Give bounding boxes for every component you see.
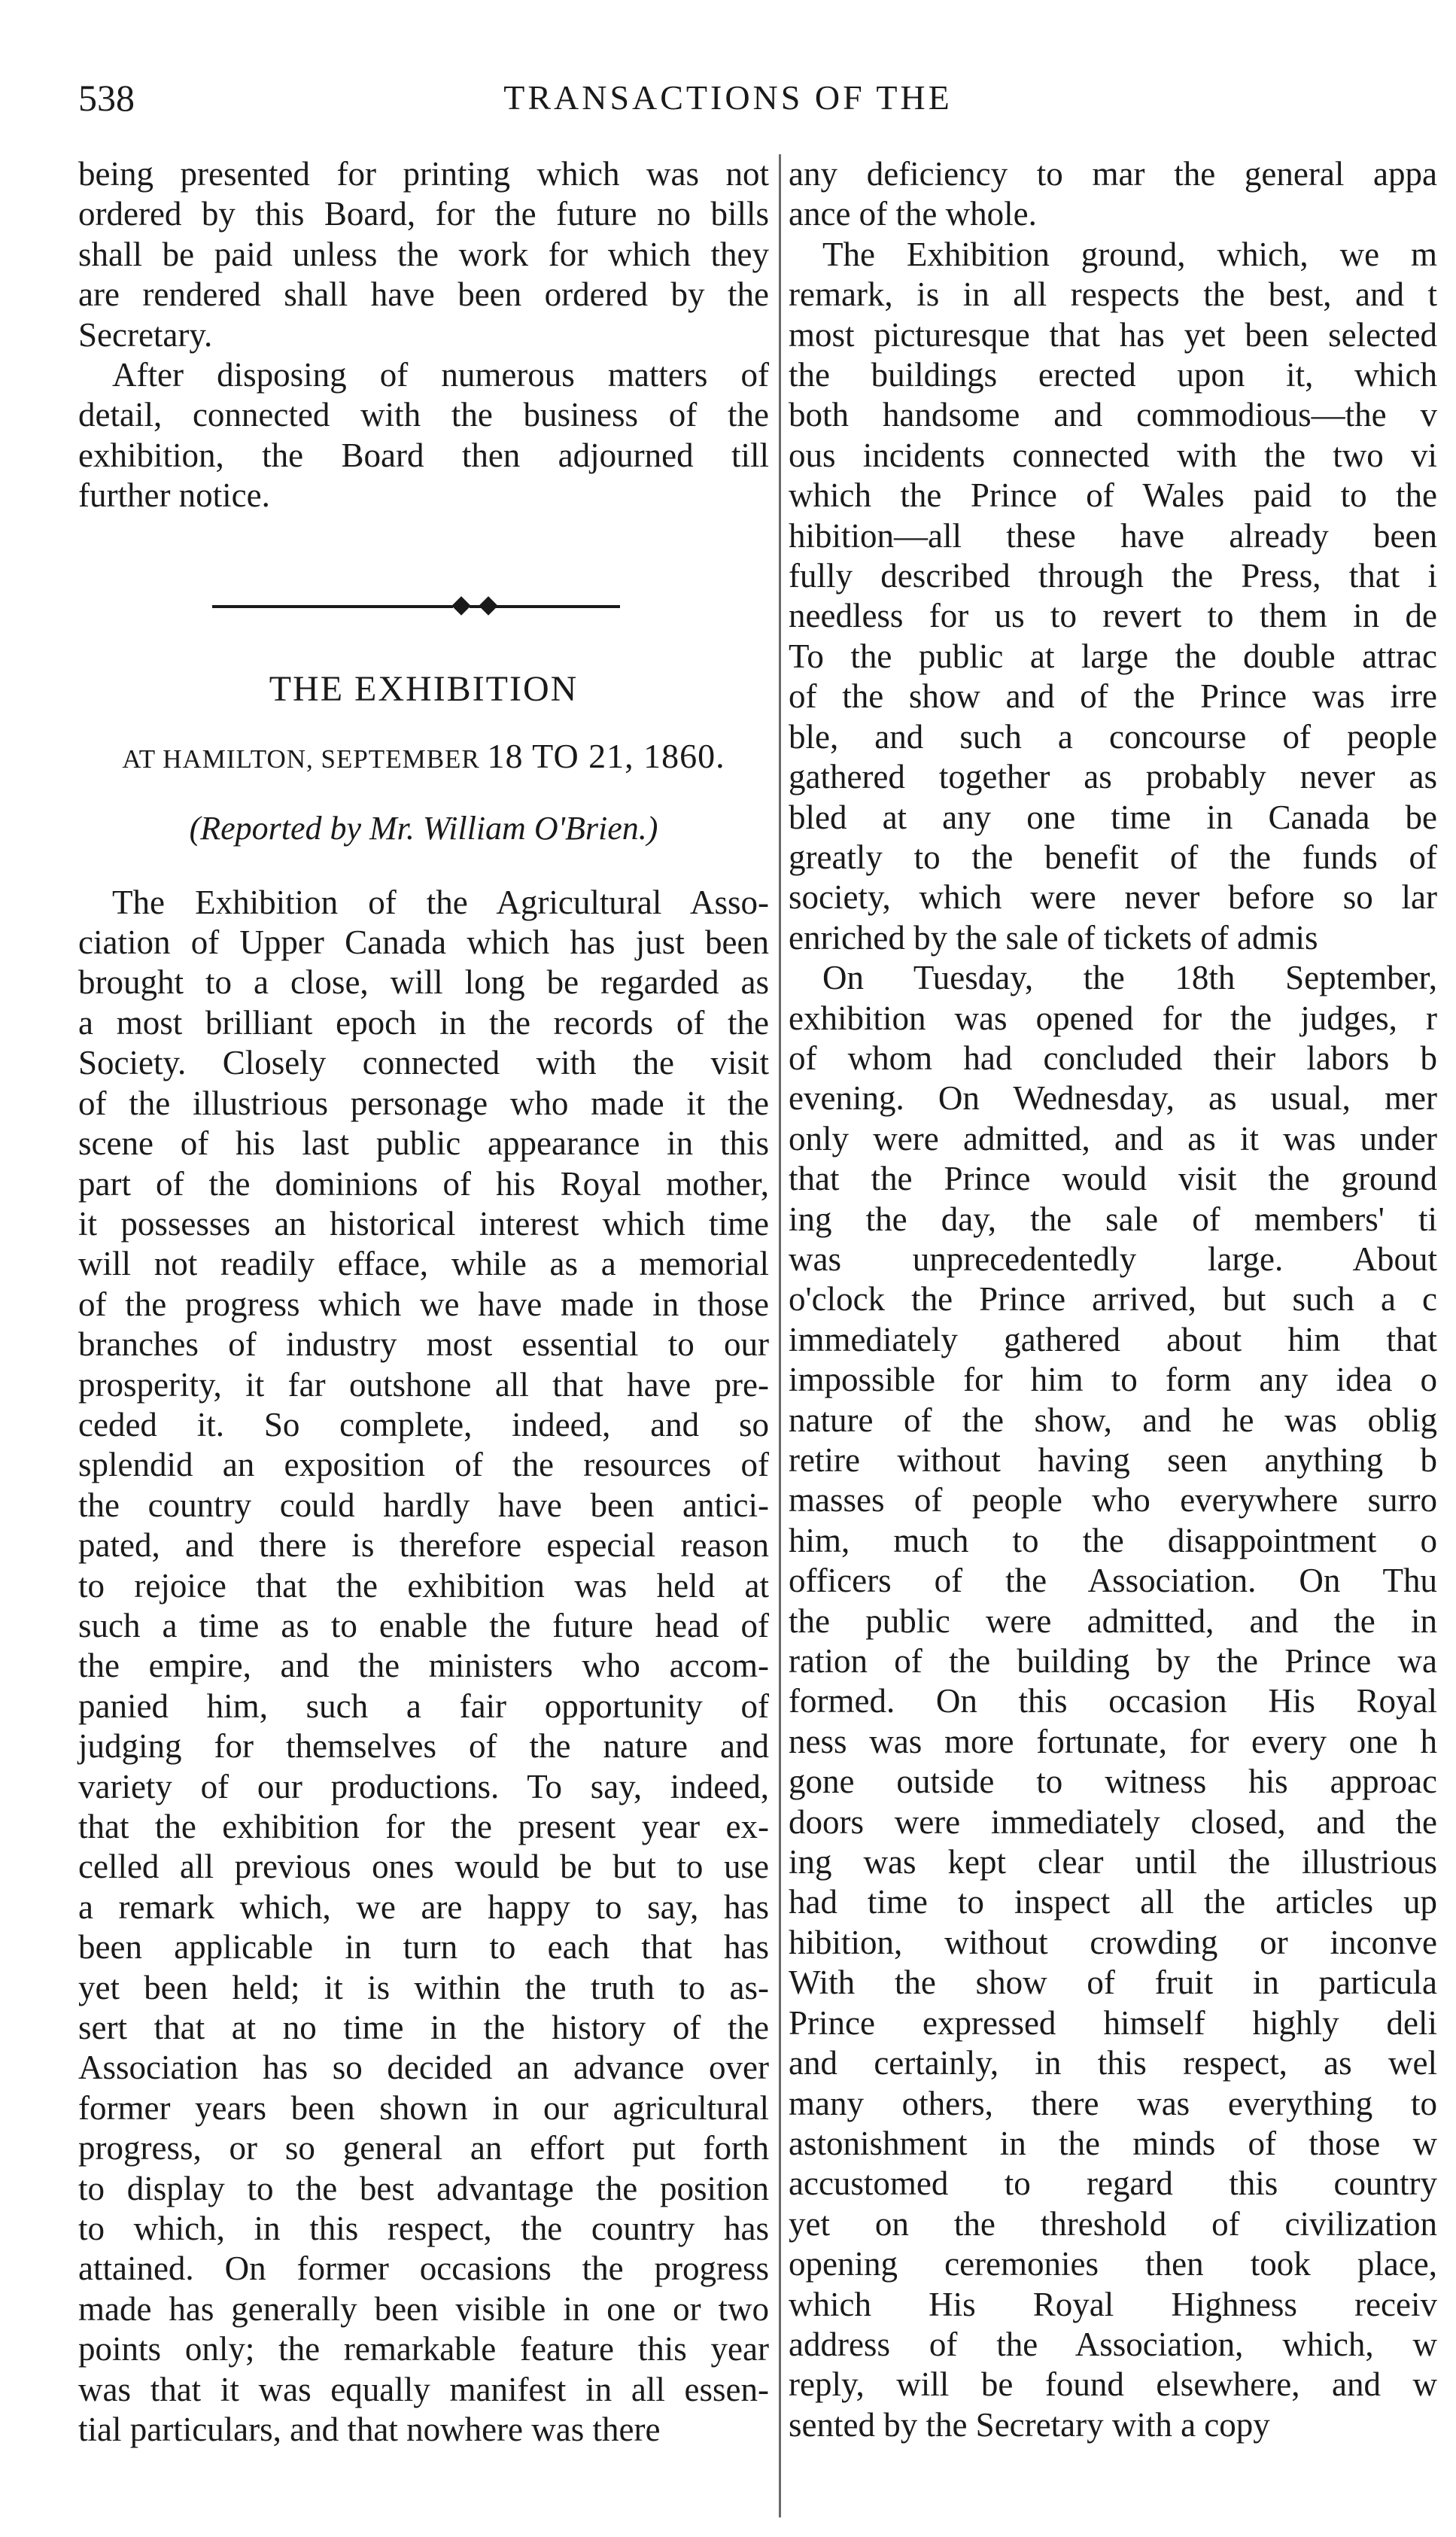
text-line: splendid an exposition of the resources of (78, 1446, 769, 1484)
text-line: points only; the remarkable feature this year (78, 2330, 769, 2368)
text-line: branches of industry most essential to our (78, 1325, 769, 1364)
text-line: ing the day, the sale of members' ti (789, 1200, 1437, 1238)
paragraph-exhibition-ground (789, 235, 1437, 958)
text-line: which His Royal Highness receiv (789, 2285, 1437, 2323)
text-line: astonishment in the minds of those w (789, 2124, 1437, 2162)
text-line: hibition—all these have already been (789, 516, 1437, 555)
text-line: made has generally been visible in one or two (78, 2289, 769, 2328)
paragraph-board-adjourned (78, 355, 769, 516)
text-line: former years been shown in our agricultural (78, 2088, 769, 2127)
text-line: to display to the best advantage the position (78, 2169, 769, 2207)
text-line: On Tuesday, the 18th September, (822, 959, 1437, 997)
right-column (789, 154, 1437, 2445)
text-line: brought to a close, will long be regarded as (78, 963, 769, 1002)
page-header (0, 75, 1456, 135)
text-line: formed. On this occasion His Royal (789, 1682, 1437, 1720)
text-line: masses of people who everywhere surro (789, 1481, 1437, 1519)
text-line: address of the Association, which, w (789, 2325, 1437, 2363)
text-line: impossible for him to form any idea o (789, 1361, 1437, 1399)
text-line: Secretary. (78, 315, 213, 354)
text-line: greatly to the benefit of the funds of (789, 838, 1437, 876)
text-line: enriched by the sale of tickets of admis (789, 918, 1318, 957)
text-line: will not readily efface, while as a memorial (78, 1245, 769, 1283)
text-line: exhibition, the Board then adjourned till (78, 436, 769, 474)
text-line: society, which were never before so lar (789, 878, 1437, 917)
text-line: remark, is in all respects the best, and t (789, 275, 1437, 314)
text-line: many others, there was everything to (789, 2084, 1437, 2122)
text-line: Society. Closely connected with the visit (78, 1044, 769, 1082)
text-line: yet been held; it is within the truth to as- (78, 1968, 769, 2006)
text-line: pated, and there is therefore especial reason (78, 1526, 769, 1565)
text-line: most picturesque that has yet been selected (789, 315, 1437, 354)
text-line: needless for us to revert to them in de (789, 597, 1437, 635)
text-line: a remark which, we are happy to say, has (78, 1888, 769, 1926)
text-line: fully described through the Press, that i (789, 557, 1437, 595)
text-line: celled all previous ones would be but to use (78, 1848, 769, 1886)
text-line: a most brilliant epoch in the records of the (78, 1003, 769, 1042)
text-line: tial particulars, and that nowhere was there (78, 2411, 661, 2449)
text-line: ceded it. So complete, indeed, and so (78, 1405, 769, 1443)
text-line: had time to inspect all the articles up (789, 1883, 1437, 1921)
text-line: part of the dominions of his Royal mother, (78, 1164, 769, 1203)
text-line: ness was more fortunate, for every one h (789, 1722, 1437, 1760)
text-line: of whom had concluded their labors b (789, 1039, 1437, 1077)
text-line: ing was kept clear until the illustrious (789, 1843, 1437, 1881)
text-line: was unprecedentedly large. About (789, 1240, 1437, 1278)
text-line: shall be paid unless the work for which they (78, 235, 769, 273)
text-line: attained. On former occasions the progress (78, 2250, 769, 2288)
text-line: any deficiency to mar the general appa (789, 155, 1437, 193)
text-line: immediately gathered about him that (789, 1320, 1437, 1358)
text-line: and certainly, in this respect, as wel (789, 2044, 1437, 2082)
column-rule (779, 154, 781, 2517)
page-number: 538 (78, 77, 135, 119)
text-line: of the illustrious personage who made it the (78, 1084, 769, 1122)
text-line: hibition, without crowding or inconve (789, 1923, 1437, 1961)
text-line: the public were admitted, and the in (789, 1602, 1437, 1640)
text-line: opening ceremonies then took place, (789, 2245, 1437, 2283)
text-line: reply, will be found elsewhere, and w (789, 2365, 1437, 2404)
text-line: nature of the show, and he was oblig (789, 1401, 1437, 1439)
text-line: to which, in this respect, the country has (78, 2210, 769, 2248)
text-line: exhibition was opened for the judges, r (789, 999, 1437, 1037)
section-divider-ornament (78, 576, 769, 637)
text-line: ble, and such a concourse of people (789, 717, 1437, 756)
paragraph-deficiency (789, 154, 1437, 235)
text-line: been applicable in turn to each that has (78, 1928, 769, 1967)
paragraph-tuesday (789, 958, 1437, 2445)
text-line: progress, or so general an effort put forth (78, 2129, 769, 2167)
text-line: only were admitted, and as it was under (789, 1119, 1437, 1157)
text-line: ance of the whole. (789, 195, 1037, 233)
paragraph-exhibition-intro (78, 883, 769, 2450)
text-line: prosperity, it far outshone all that have pre- (78, 1365, 769, 1404)
text-line: sert that at no time in the history of the (78, 2009, 769, 2047)
text-line: being presented for printing which was not (78, 155, 769, 193)
text-line: sented by the Secretary with a copy (789, 2405, 1270, 2444)
text-line: gathered together as probably never as (789, 758, 1437, 796)
text-line: accustomed to regard this country (789, 2164, 1437, 2203)
text-line: of the progress which we have made in those (78, 1285, 769, 1323)
text-line: that the exhibition for the present year ex- (78, 1808, 769, 1845)
text-line: gone outside to witness his approac (789, 1763, 1437, 1801)
section-subtitle: AT HAMILTON, SEPTEMBER 18 TO 21, 1860. (122, 736, 725, 775)
text-line: ous incidents connected with the two vi (789, 436, 1437, 474)
text-line: panied him, such a fair opportunity of (78, 1687, 769, 1725)
text-line: further notice. (78, 476, 270, 515)
text-line: ration of the building by the Prince wa (789, 1642, 1437, 1681)
text-line: variety of our productions. To say, indeed, (78, 1767, 769, 1805)
text-line: ordered by this Board, for the future no bills (78, 195, 769, 233)
text-line: evening. On Wednesday, as usual, mer (789, 1079, 1437, 1118)
text-line: Association has so decided an advance over (78, 2049, 769, 2087)
text-line: o'clock the Prince arrived, but such a c (789, 1280, 1437, 1319)
text-line: which the Prince of Wales paid to the (789, 476, 1437, 515)
text-line: of the show and of the Prince was irre (789, 677, 1437, 716)
text-line: it possesses an historical interest which time (78, 1204, 769, 1243)
text-line: both handsome and commodious—the v (789, 396, 1437, 434)
text-line: retire without having seen anything b (789, 1441, 1437, 1479)
text-line: To the public at large the double attrac (789, 637, 1437, 675)
text-line: After disposing of numerous matters of (112, 356, 769, 394)
text-line: ciation of Upper Canada which has just been (78, 923, 769, 962)
text-line: the country could hardly have been antici- (78, 1486, 769, 1524)
text-line: was that it was equally manifest in all essen- (78, 2370, 769, 2408)
section-title: THE EXHIBITION (269, 668, 579, 709)
paragraph-board-bills (78, 154, 769, 355)
text-line: With the show of fruit in particula (789, 1964, 1437, 2002)
left-column (78, 154, 769, 2450)
running-head: TRANSACTIONS OF THE (503, 78, 953, 117)
text-line: that the Prince would visit the ground (789, 1160, 1437, 1198)
text-line: The Exhibition ground, which, we m (822, 235, 1437, 273)
text-line: bled at any one time in Canada be (789, 798, 1437, 836)
text-line: yet on the threshold of civilization (789, 2204, 1437, 2243)
text-line: scene of his last public appearance in this (78, 1124, 769, 1163)
text-line: Prince expressed himself highly deli (789, 2003, 1437, 2042)
byline: (Reported by Mr. William O'Brien.) (189, 809, 658, 847)
text-line: the buildings erected upon it, which (789, 356, 1437, 394)
text-line: detail, connected with the business of the (78, 396, 769, 434)
text-line: doors were immediately closed, and the (789, 1802, 1437, 1841)
text-line: are rendered shall have been ordered by the (78, 275, 769, 314)
text-line: him, much to the disappointment o (789, 1521, 1437, 1559)
text-line: to rejoice that the exhibition was held at (78, 1566, 769, 1605)
text-line: such a time as to enable the future head of (78, 1606, 769, 1644)
text-line: judging for themselves of the nature and (78, 1727, 769, 1766)
text-line: officers of the Association. On Thu (789, 1562, 1437, 1600)
text-line: The Exhibition of the Agricultural Asso- (112, 883, 769, 921)
text-line: the empire, and the ministers who accom- (78, 1647, 769, 1685)
